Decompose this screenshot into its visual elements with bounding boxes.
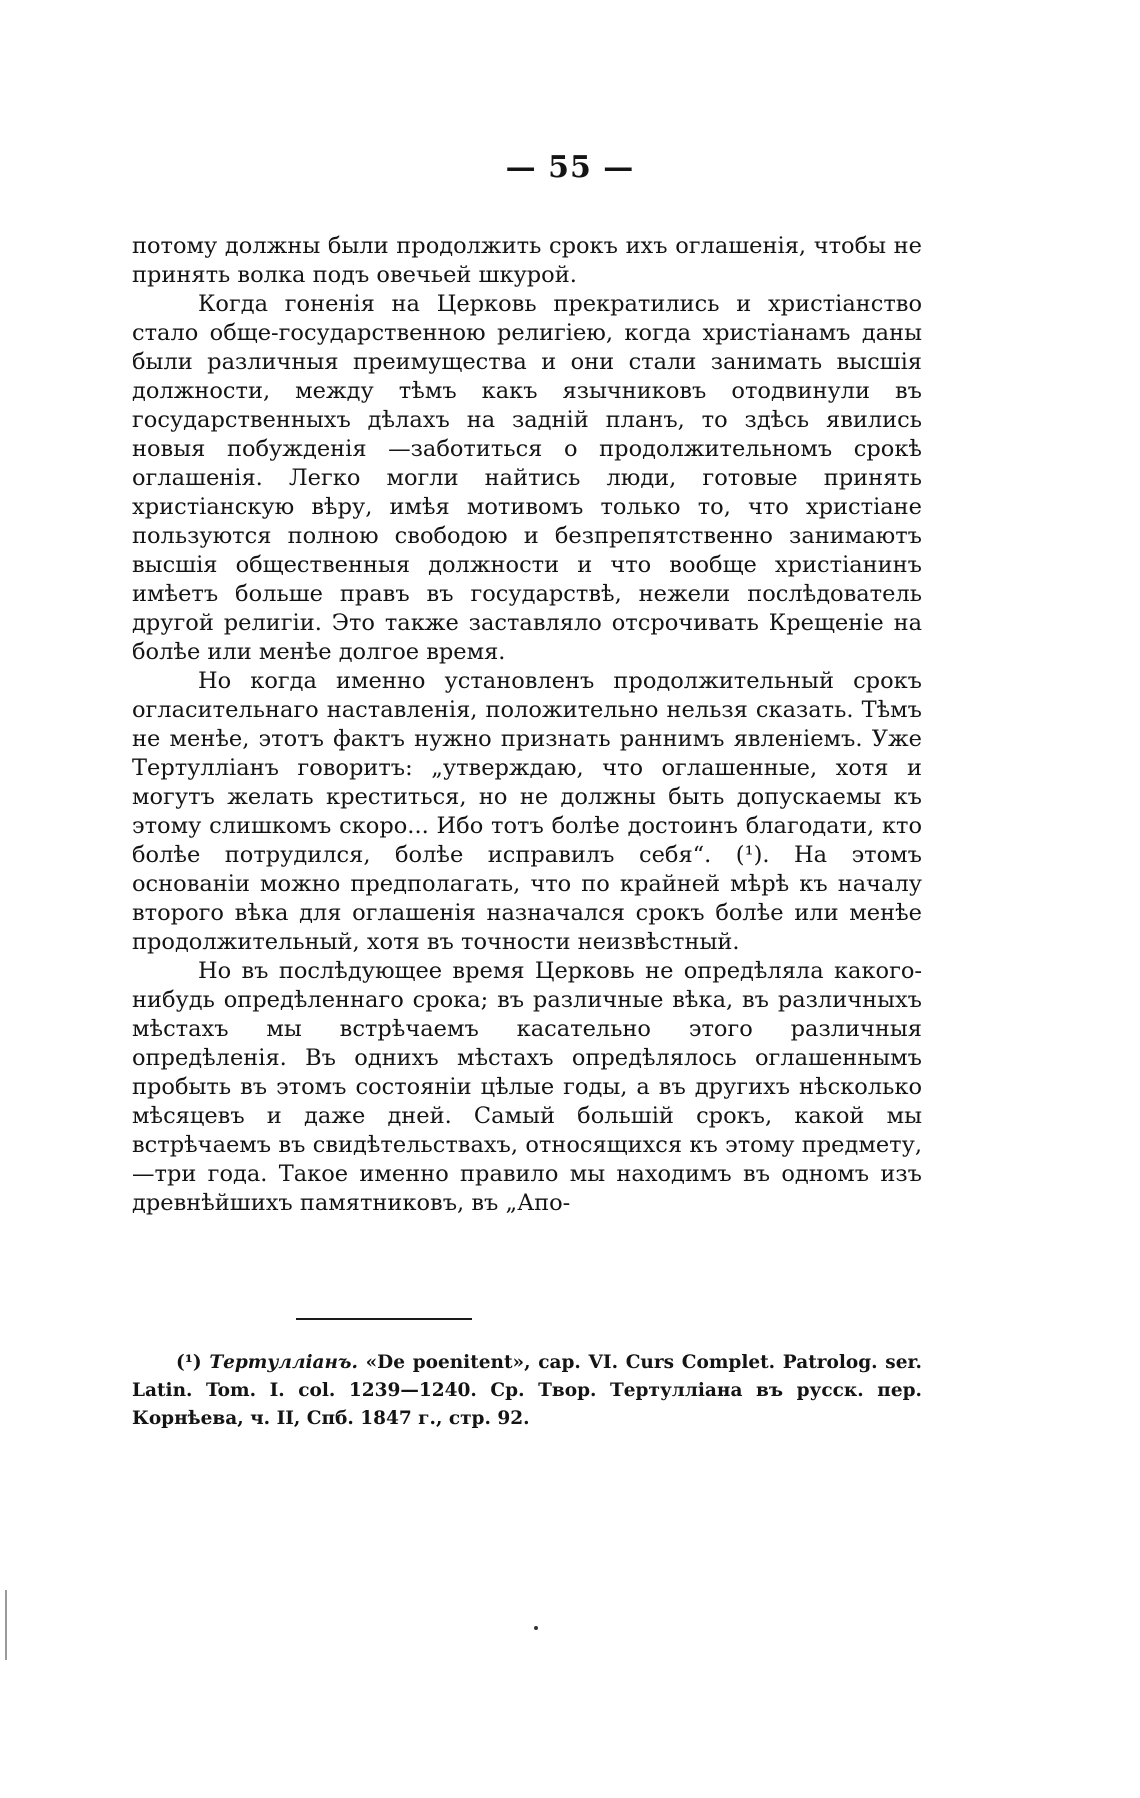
footnote: [132, 1349, 922, 1433]
paragraph: Когда гоненія на Церковь прекратились и христіанство стало обще-государственною религіею, когда христіанамъ даны были различныя преимущества и они стали занимать высшія должности, между тѣмъ какъ язычниковъ отодвинули въ государственныхъ дѣлахъ на заднiй планъ, то здѣсь явились новыя побужденія —заботиться о продолжительномъ срокѣ оглашенія. Легко могли найтись люди, готовые принять христіанскую вѣру, имѣя мотивомъ только то, что христiане пользуются полною свободою и безпрепятственно занимаютъ высшія общественныя должности и что вообще христiанинъ имѣетъ больше правъ въ государствѣ, нежели послѣдователь другой религіи. Это также заставляло отсрочивать Крещеніе на болѣе или менѣе долгое время.: [132, 291, 922, 665]
main-text: [132, 232, 922, 1218]
footnote-author: Тертулліанъ.: [209, 1352, 358, 1373]
paragraph: Но когда именно установленъ продолжительный срокъ огласительнаго наставленія, положительно нельзя сказать. Тѣмъ не менѣе, этотъ фактъ нужно признать раннимъ явленіемъ. Уже Тертулліанъ говоритъ: „утверждаю, что оглашенные, хотя и могутъ желать креститься, но не должны быть допускаемы къ этому слишкомъ скоро... Ибо тотъ болѣе достоинъ благодати, кто болѣе потрудился, болѣе исправилъ себя“. (¹). На этомъ основаніи можно предполагать, что по крайней мѣрѣ къ началу второго вѣка для оглашенія назначался срокъ болѣе или менѣе продолжительный, хотя въ точности неизвѣстный.: [132, 668, 922, 955]
scan-speck: [534, 1626, 538, 1630]
paragraph: Но въ послѣдующее время Церковь не опредѣляла какого-нибудь опредѣленнаго срока; въ различные вѣка, въ различныхъ мѣстахъ мы встрѣчаемъ касательно этого различныя опредѣленія. Въ однихъ мѣстахъ опредѣлялось оглашеннымъ пробыть въ этомъ состояніи цѣлые годы, а въ другихъ нѣсколько мѣсяцевъ и даже дней. Самый большій срокъ, какой мы встрѣчаемъ въ свидѣтельствахъ, относящихся къ этому предмету,—три года. Такое именно правило мы находимъ въ одномъ изъ древнѣйшихъ памятниковъ, въ „Апо-: [132, 958, 922, 1216]
paragraph: потому должны были продолжить срокъ ихъ оглашенія, чтобы не принять волка подъ овечьей шкурой.: [132, 233, 922, 288]
footnote-marker: (¹): [176, 1352, 202, 1373]
page-number: — 55 —: [505, 150, 635, 185]
footnote-text: «De poenitent», cap. VI. Curs Complet. Patrolog. ser. Latin. Tom. I. col. 1239—1240. Ср. Твор. Тертулліана въ русск. пер. Корнѣева, ч. II, Спб. 1847 г., стр. 92.: [132, 1352, 922, 1429]
scan-edge-mark: [5, 1590, 7, 1660]
footnote-divider: [296, 1318, 472, 1320]
